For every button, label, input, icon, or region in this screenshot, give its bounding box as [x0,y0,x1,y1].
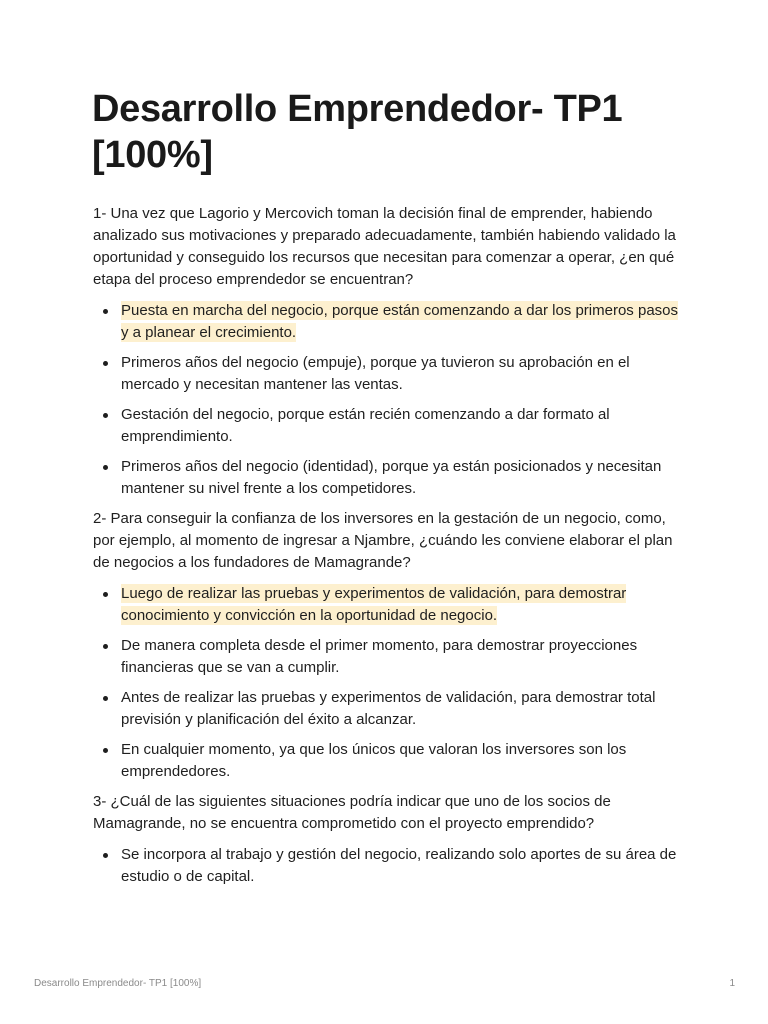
option-item [93,300,683,344]
option-item [93,352,683,396]
bullet-icon [103,644,108,649]
option-item [93,404,683,448]
option-text: En cualquier momento, ya que los únicos que valoran los inversores son los emprendedores. [121,741,627,780]
question-1: 1- Una vez que Lagorio y Mercovich toman la decisión final de emprender, habiendo analizado sus motivaciones y preparado adecuadamente, también habiendo validado la oportunidad y conseguido los recursos que necesitan para comenzar a operar, ¿en qué etapa del proceso emprendedor se encuentran? [93,205,676,288]
bullet-icon [103,465,108,470]
document-content [93,203,683,896]
bullet-icon [103,748,108,753]
question-3-options [93,844,683,888]
bullet-icon [103,853,108,858]
option-item [93,583,683,627]
question-1-options [93,300,683,500]
highlighted-answer: Puesta en marcha del negocio, porque están comenzando a dar los primeros pasos y a planear el crecimiento. [121,302,678,341]
bullet-icon [103,592,108,597]
option-text: De manera completa desde el primer momento, para demostrar proyecciones financieras que se van a cumplir. [121,637,638,676]
option-item [93,687,683,731]
bullet-icon [103,361,108,366]
option-text: Gestación del negocio, porque están recién comenzando a dar formato al emprendimiento. [121,406,610,445]
question-2: 2- Para conseguir la confianza de los inversores en la gestación de un negocio, como, por ejemplo, al momento de ingresar a Njambre, ¿cuándo les conviene elaborar el plan de negocios a los fundadores de Mamagrande? [93,510,673,571]
option-item [93,635,683,679]
highlighted-answer: Luego de realizar las pruebas y experimentos de validación, para demostrar conocimiento y convicción en la oportunidad de negocio. [121,585,627,624]
bullet-icon [103,309,108,314]
option-item [93,456,683,500]
footer-title: Desarrollo Emprendedor- TP1 [100%] [34,978,202,989]
document-title: Desarrollo Emprendedor- TP1 [100%] [92,88,623,176]
option-text: Primeros años del negocio (identidad), porque ya están posicionados y necesitan mantener su nivel frente a los competidores. [121,458,662,497]
bullet-icon [103,696,108,701]
option-text: Antes de realizar las pruebas y experimentos de validación, para demostrar total previsión y planificación del éxito a alcanzar. [121,689,656,728]
option-text: Se incorpora al trabajo y gestión del negocio, realizando solo aportes de su área de estudio o de capital. [121,846,677,885]
page-number: 1 [729,978,735,989]
option-item [93,844,683,888]
bullet-icon [103,413,108,418]
option-text: Primeros años del negocio (empuje), porque ya tuvieron su aprobación en el mercado y necesitan mantener las ventas. [121,354,630,393]
option-item [93,739,683,783]
question-3: 3- ¿Cuál de las siguientes situaciones podría indicar que uno de los socios de Mamagrande, no se encuentra comprometido con el proyecto emprendido? [93,793,611,832]
question-2-options [93,583,683,783]
